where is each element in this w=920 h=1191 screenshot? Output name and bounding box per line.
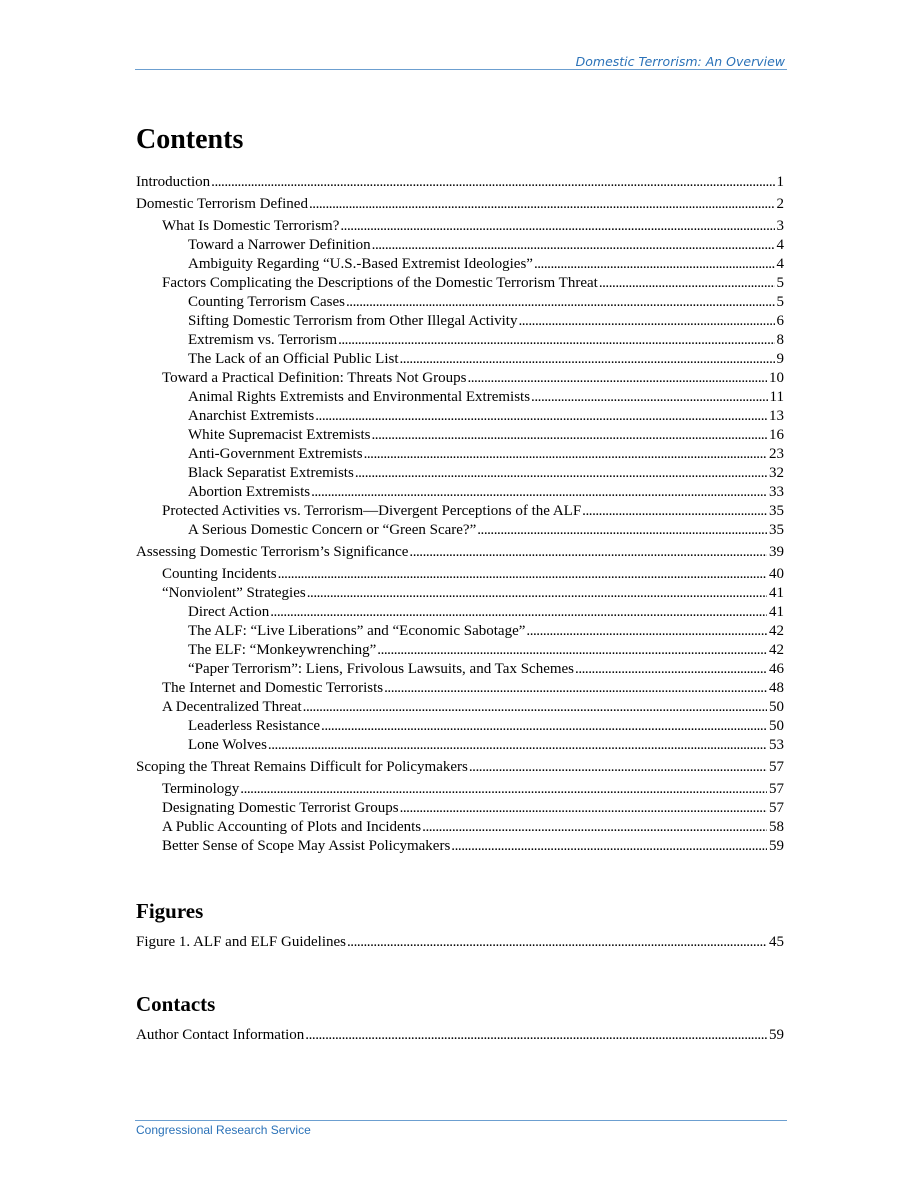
toc-entry-label: A Decentralized Threat — [162, 699, 302, 715]
toc-entry-label: A Serious Domestic Concern or “Green Scare?” — [188, 522, 477, 538]
toc-entry-page: 45 — [769, 934, 784, 950]
toc-leader-dots — [531, 389, 768, 406]
toc-leader-dots — [240, 781, 767, 798]
toc-entry-page: 32 — [769, 465, 784, 481]
toc-entry-page: 16 — [769, 427, 784, 443]
toc-entry-label: Figure 1. ALF and ELF Guidelines — [136, 934, 346, 950]
toc-entry-label: “Nonviolent” Strategies — [162, 585, 306, 601]
figures-list — [136, 934, 784, 953]
toc-entry[interactable] — [136, 623, 784, 642]
toc-entry-page: 46 — [769, 661, 784, 677]
toc-leader-dots — [422, 819, 767, 836]
toc-entry-label: Factors Complicating the Descriptions of the Domestic Terrorism Threat — [162, 275, 598, 291]
toc-entry-page: 42 — [769, 623, 784, 639]
toc-entry[interactable] — [136, 680, 784, 699]
toc-entry[interactable] — [136, 408, 784, 427]
toc-entry-page: 35 — [769, 503, 784, 519]
toc-entry-label: Lone Wolves — [188, 737, 267, 753]
toc-entry-label: Anti-Government Extremists — [188, 446, 363, 462]
toc-leader-dots — [371, 427, 767, 444]
toc-leader-dots — [364, 446, 767, 463]
toc-entry[interactable] — [136, 313, 784, 332]
toc-entry-page: 10 — [769, 370, 784, 386]
toc-leader-dots — [477, 522, 767, 539]
toc-leader-dots — [377, 642, 767, 659]
toc-entry-label: A Public Accounting of Plots and Incidents — [162, 819, 422, 835]
toc-leader-dots — [303, 699, 767, 716]
toc-leader-dots — [599, 275, 775, 292]
toc-entry-label: Domestic Terrorism Defined — [136, 196, 308, 212]
toc-entry-label: Author Contact Information — [136, 1027, 305, 1043]
toc-entry-label: Ambiguity Regarding “U.S.-Based Extremist Ideologies” — [188, 256, 533, 272]
toc-entry[interactable] — [136, 566, 784, 585]
toc-leader-dots — [372, 237, 775, 254]
toc-entry-label: What Is Domestic Terrorism? — [162, 218, 340, 234]
figures-heading: Figures — [136, 899, 204, 923]
toc-entry-label: Extremism vs. Terrorism — [188, 332, 338, 348]
toc-leader-dots — [400, 800, 767, 817]
footer-organization: Congressional Research Service — [136, 1123, 311, 1137]
toc-entry-label: Toward a Practical Definition: Threats Not Groups — [162, 370, 467, 386]
toc-leader-dots — [305, 1027, 767, 1044]
footer-rule — [135, 1120, 787, 1121]
toc-entry-page: 58 — [769, 819, 784, 835]
toc-entry-page: 41 — [769, 604, 784, 620]
toc-entry[interactable] — [136, 759, 784, 778]
toc-entry-page: 9 — [776, 351, 784, 367]
toc-entry-page: 53 — [769, 737, 784, 753]
toc-entry-page: 23 — [769, 446, 784, 462]
toc-entry[interactable] — [136, 237, 784, 256]
toc-entry-label: Assessing Domestic Terrorism’s Significance — [136, 544, 409, 560]
toc-entry-label: Anarchist Extremists — [188, 408, 315, 424]
toc-entry-page: 50 — [769, 718, 784, 734]
toc-leader-dots — [409, 544, 767, 561]
toc-entry-page: 6 — [776, 313, 784, 329]
toc-leader-dots — [384, 680, 767, 697]
toc-entry-label: Direct Action — [188, 604, 270, 620]
header-rule — [135, 69, 787, 70]
toc-entry-page: 33 — [769, 484, 784, 500]
toc-entry-page: 40 — [769, 566, 784, 582]
toc-entry-page: 1 — [776, 174, 784, 190]
toc-entry-page: 35 — [769, 522, 784, 538]
toc-entry-page: 59 — [769, 838, 784, 854]
toc-entry[interactable] — [136, 174, 784, 193]
toc-entry[interactable] — [136, 522, 784, 541]
running-header-title: Domestic Terrorism: An Overview — [575, 54, 785, 69]
toc-entry-label: The ALF: “Live Liberations” and “Economic Sabotage” — [188, 623, 526, 639]
toc-entry-page: 3 — [776, 218, 784, 234]
toc-entry-page: 4 — [776, 256, 784, 272]
toc-leader-dots — [315, 408, 767, 425]
toc-entry-page: 39 — [769, 544, 784, 560]
toc-entry[interactable] — [136, 484, 784, 503]
contents-list — [136, 174, 784, 857]
toc-entry-page: 41 — [769, 585, 784, 601]
toc-entry-page: 57 — [769, 781, 784, 797]
toc-entry[interactable] — [136, 218, 784, 237]
toc-entry[interactable] — [136, 275, 784, 294]
toc-entry[interactable] — [136, 446, 784, 465]
toc-leader-dots — [278, 566, 767, 583]
toc-entry-page: 2 — [776, 196, 784, 212]
toc-leader-dots — [575, 661, 767, 678]
toc-entry[interactable] — [136, 465, 784, 484]
toc-leader-dots — [467, 370, 767, 387]
toc-entry-page: 50 — [769, 699, 784, 715]
toc-leader-dots — [321, 718, 767, 735]
toc-entry-label: “Paper Terrorism”: Liens, Frivolous Lawsuits, and Tax Schemes — [188, 661, 575, 677]
toc-entry[interactable] — [136, 661, 784, 680]
toc-entry[interactable] — [136, 585, 784, 604]
toc-leader-dots — [469, 759, 767, 776]
toc-entry-label: Counting Incidents — [162, 566, 277, 582]
toc-entry-label: The ELF: “Monkeywrenching” — [188, 642, 377, 658]
toc-entry[interactable] — [136, 294, 784, 313]
toc-entry[interactable] — [136, 819, 784, 838]
toc-entry[interactable] — [136, 332, 784, 351]
toc-entry-page: 5 — [776, 275, 784, 291]
toc-leader-dots — [309, 196, 775, 213]
toc-entry-label: Scoping the Threat Remains Difficult for Policymakers — [136, 759, 468, 775]
toc-entry[interactable] — [136, 718, 784, 737]
toc-entry[interactable] — [136, 642, 784, 661]
toc-leader-dots — [347, 934, 767, 951]
toc-entry-label: Toward a Narrower Definition — [188, 237, 371, 253]
toc-entry-label: Leaderless Resistance — [188, 718, 321, 734]
toc-leader-dots — [526, 623, 767, 640]
toc-entry-label: The Internet and Domestic Terrorists — [162, 680, 384, 696]
toc-entry[interactable] — [136, 604, 784, 623]
toc-entry-label: Terminology — [162, 781, 240, 797]
toc-entry-page: 57 — [769, 759, 784, 775]
toc-entry[interactable] — [136, 370, 784, 389]
toc-entry-page: 4 — [776, 237, 784, 253]
toc-entry-page: 13 — [769, 408, 784, 424]
toc-leader-dots — [340, 218, 774, 235]
toc-entry-page: 59 — [769, 1027, 784, 1043]
toc-leader-dots — [400, 351, 775, 368]
toc-leader-dots — [338, 332, 774, 349]
toc-leader-dots — [270, 604, 767, 621]
toc-entry-page: 57 — [769, 800, 784, 816]
toc-leader-dots — [518, 313, 774, 330]
toc-entry[interactable] — [136, 800, 784, 819]
toc-entry-label: White Supremacist Extremists — [188, 427, 371, 443]
toc-entry[interactable] — [136, 503, 784, 522]
toc-entry-label: Animal Rights Extremists and Environmental Extremists — [188, 389, 531, 405]
contacts-heading: Contacts — [136, 992, 216, 1016]
contacts-list — [136, 1027, 784, 1046]
toc-entry-page: 42 — [769, 642, 784, 658]
toc-leader-dots — [355, 465, 767, 482]
toc-leader-dots — [307, 585, 767, 602]
contents-heading: Contents — [136, 124, 244, 155]
toc-entry[interactable] — [136, 427, 784, 446]
toc-entry-page: 48 — [769, 680, 784, 696]
toc-entry[interactable] — [136, 1027, 784, 1046]
toc-entry-label: Protected Activities vs. Terrorism—Divergent Perceptions of the ALF — [162, 503, 582, 519]
toc-entry[interactable] — [136, 389, 784, 408]
toc-leader-dots — [582, 503, 767, 520]
toc-entry-label: Abortion Extremists — [188, 484, 311, 500]
toc-leader-dots — [268, 737, 767, 754]
toc-entry[interactable] — [136, 781, 784, 800]
toc-entry-page: 11 — [769, 389, 784, 405]
toc-entry-label: Better Sense of Scope May Assist Policymakers — [162, 838, 451, 854]
toc-leader-dots — [451, 838, 767, 855]
toc-entry-label: The Lack of an Official Public List — [188, 351, 399, 367]
toc-entry-label: Designating Domestic Terrorist Groups — [162, 800, 399, 816]
toc-entry[interactable] — [136, 838, 784, 857]
toc-entry-label: Black Separatist Extremists — [188, 465, 354, 481]
toc-entry-label: Counting Terrorism Cases — [188, 294, 345, 310]
toc-leader-dots — [346, 294, 775, 311]
toc-leader-dots — [534, 256, 775, 273]
toc-entry[interactable] — [136, 544, 784, 563]
toc-entry-label: Introduction — [136, 174, 211, 190]
toc-entry-label: Sifting Domestic Terrorism from Other Illegal Activity — [188, 313, 518, 329]
toc-entry[interactable] — [136, 256, 784, 275]
toc-entry[interactable] — [136, 196, 784, 215]
toc-entry[interactable] — [136, 934, 784, 953]
toc-leader-dots — [211, 174, 774, 191]
toc-leader-dots — [311, 484, 767, 501]
toc-entry-page: 5 — [776, 294, 784, 310]
toc-entry[interactable] — [136, 351, 784, 370]
toc-entry[interactable] — [136, 699, 784, 718]
toc-entry-page: 8 — [776, 332, 784, 348]
toc-entry[interactable] — [136, 737, 784, 756]
